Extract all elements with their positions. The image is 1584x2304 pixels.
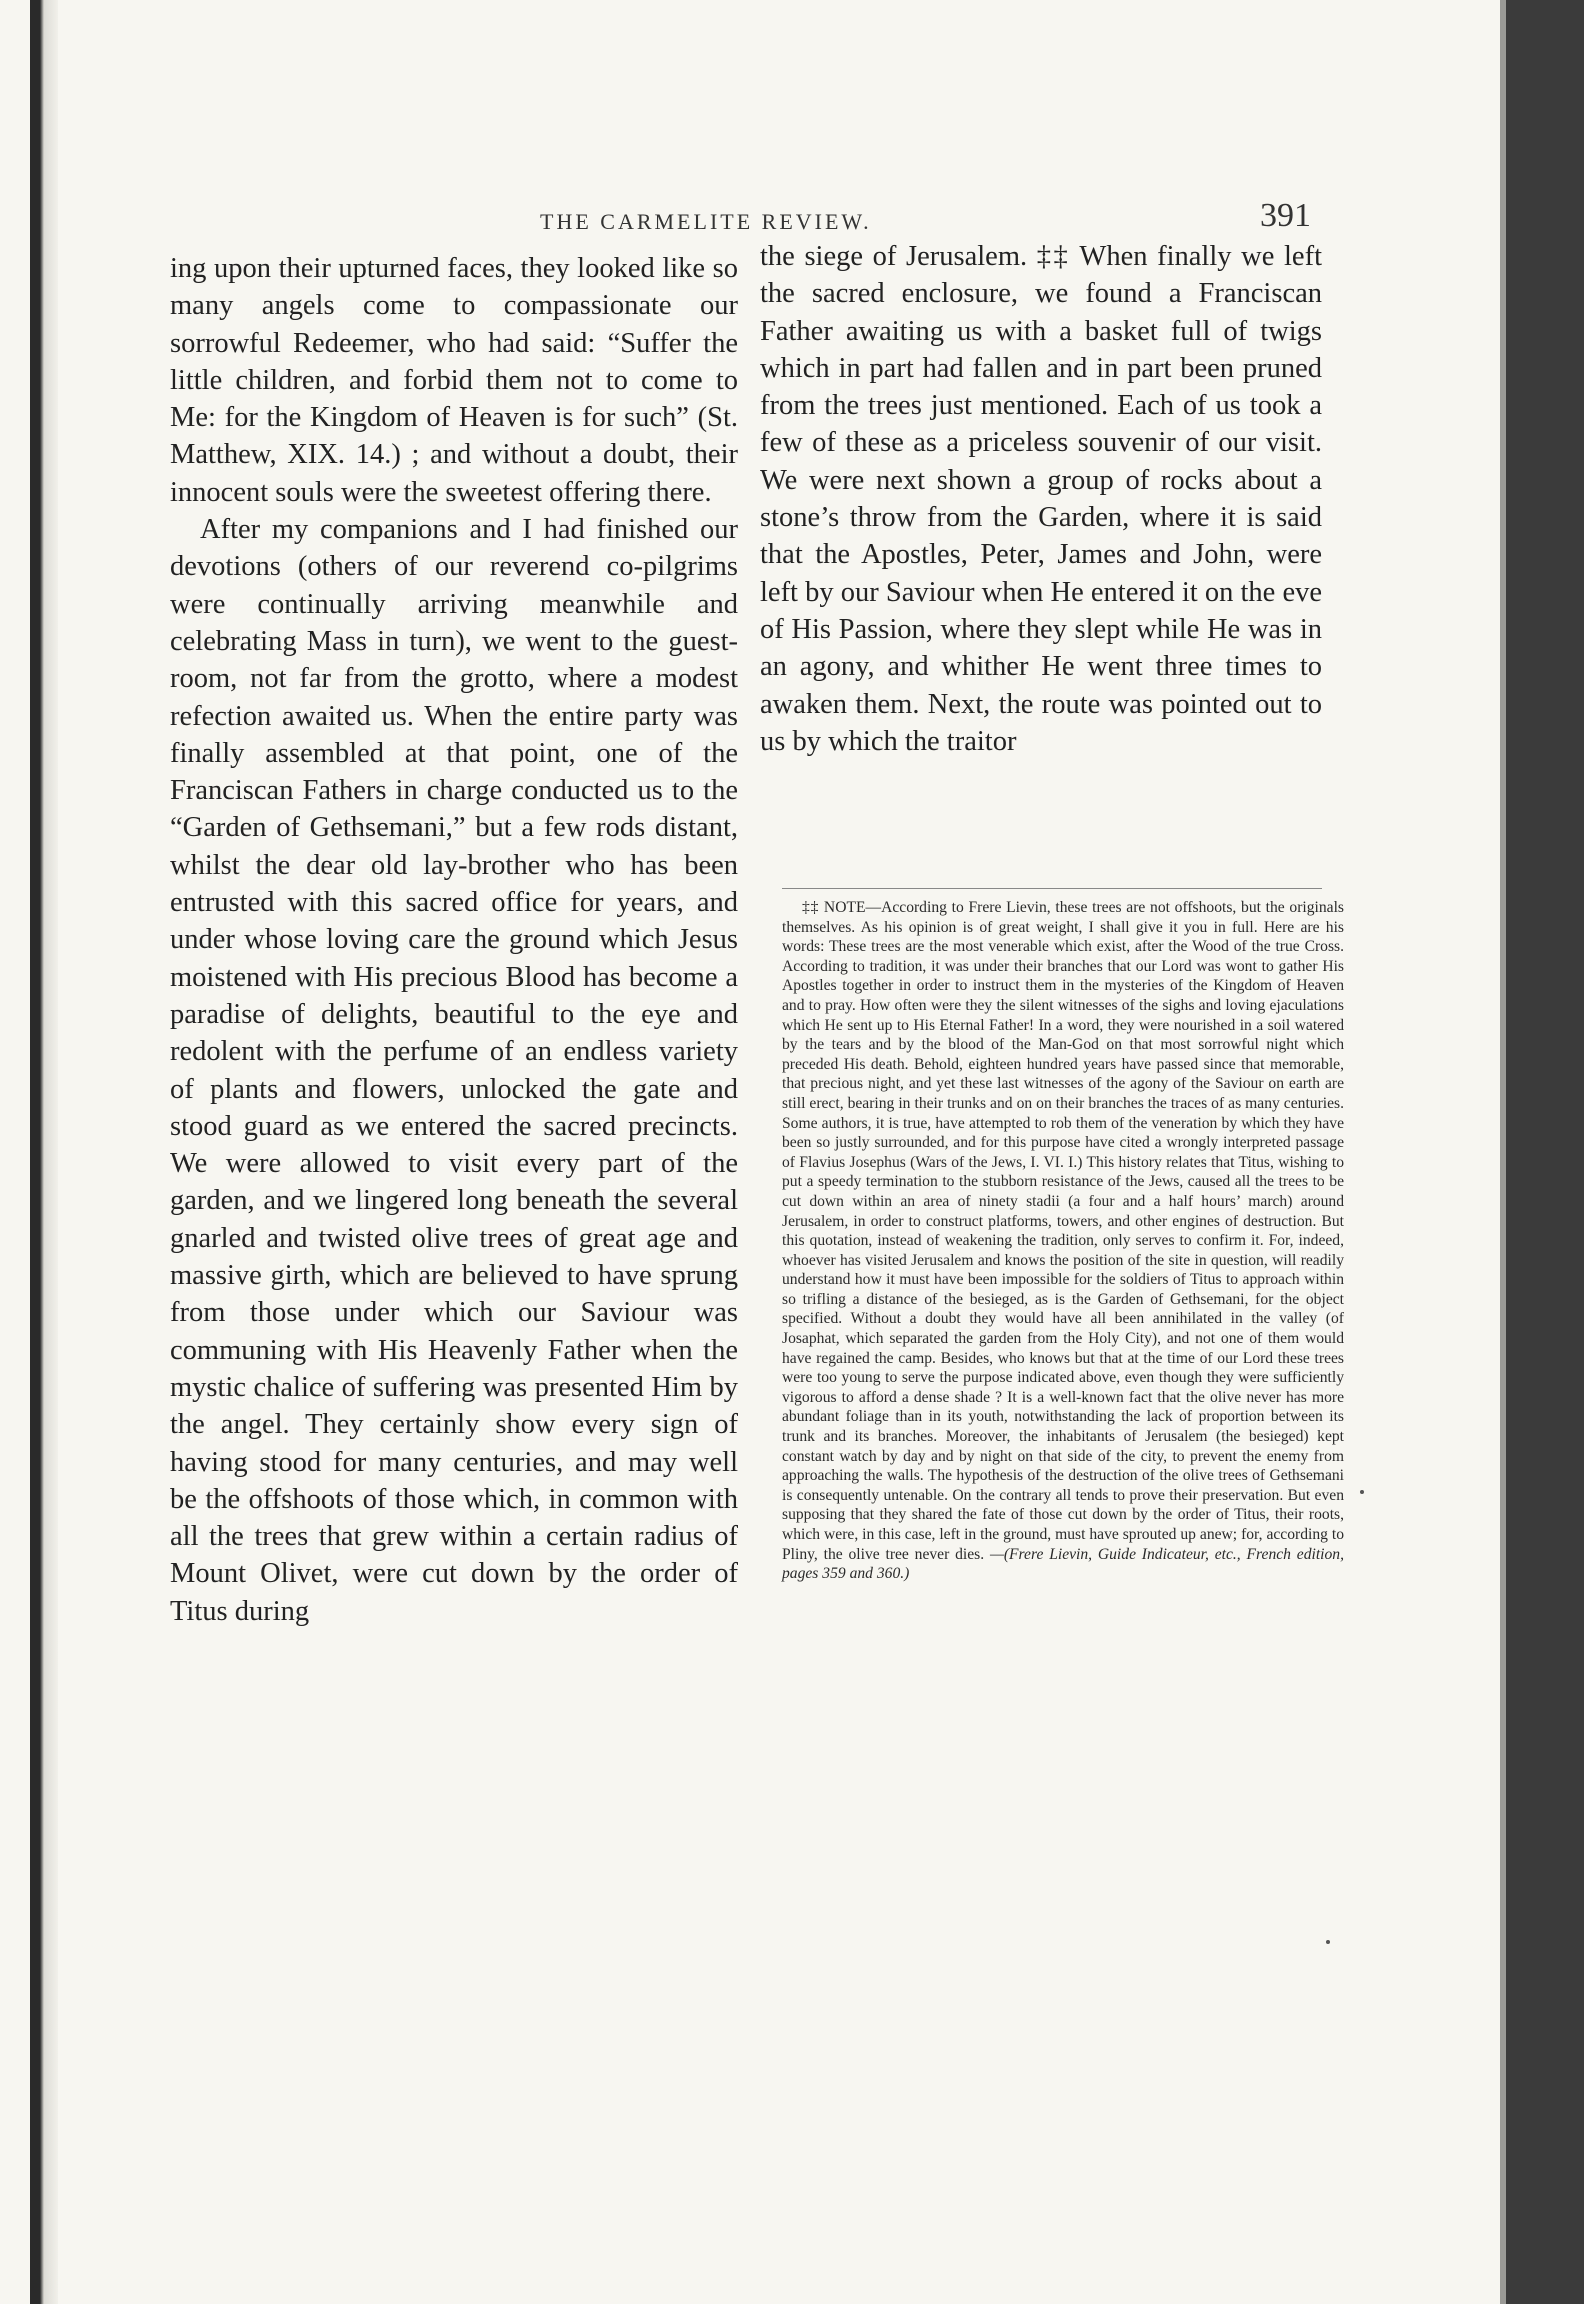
footnote-divider [782, 888, 1322, 889]
left-paragraph-1: ing upon their upturned faces, they looked like so many angels come to compassionate our sorrowful Redeemer, who had said: “Suffer the little children, and forbid them not to come to Me: for the Kingdom of Heaven is for such” (St. Matthew, XIX. 14.) ; and without a doubt, their innocent souls were the sweetest offering there. [170, 253, 738, 508]
ink-speck [1360, 1490, 1364, 1494]
binding-gutter [30, 0, 58, 2304]
footnote-citation: —(Frere Lievin, Guide Indicateur, etc., French edition, pages 359 and 360.) [782, 1545, 1344, 1583]
left-paragraph-2: After my companions and I had finished our devotions (others of our reverend co-pilgrims were continually arriving meanwhile and celebrating Mass in turn), we went to the guest-room, not far from the grotto, where a modest refection awaited us. When the entire party was finally assembled at that point, one of the Franciscan Fathers in charge conducted us to the “Garden of Gethsemani,” but a few rods distant, whilst the dear old lay-brother who has been entrusted with this sacred office for years, and under whose loving care the ground which Jesus moistened with His precious Blood has become a paradise of delights, beautiful to the eye and redolent with the perfume of an endless variety of plants and flowers, unlocked the gate and stood guard as we entered the sacred precincts. We were allowed to visit every part of the garden, and we lingered long beneath the several gnarled and twisted olive trees of great age and massive girth, which are believed to have sprung from those under which our Saviour was communing with His Heavenly Father when the mystic chalice of suffering was presented Him by the angel. They certainly show every sign of having stood for many centuries, and may well be the offshoots of those which, in common with all the trees that grew within a certain radius of Mount Olivet, were cut down by the order of Titus during [170, 514, 738, 1627]
footnote [782, 898, 1344, 1584]
left-column [170, 250, 738, 1630]
running-title: THE CARMELITE REVIEW. [540, 209, 872, 234]
right-column [760, 238, 1322, 760]
footnote-text: ‡‡ NOTE—According to Frere Lievin, these trees are not offshoots, but the originals themselves. As his opinion is of great weight, I shall give it you in full. Here are his words: These trees are the most venerable which exist, after the Wood of the true Cross. According to tradition, it was under their branches that our Lord was wont to gather His Apostles together in order to instruct them in the mysteries of the Kingdom of Heaven and to pray. How often were they the silent witnesses of the sighs and loving ejaculations which He sent up to His Eternal Father! In a word, they were nourished in a soil watered by the tears and by the blood of the Man-God on that most sorrowful night which preceded His death. Behold, eighteen hundred years have passed since that memorable, that precious night, and yet these last witnesses of the agony of the Saviour on earth are still erect, bearing in their trunks and on on their branches the traces of as many centuries. Some authors, it is true, have attempted to rob them of the veneration by which they have been so justly surrounded, and for this purpose have cited a wrongly interpreted passage of Flavius Josephus (Wars of the Jews, I. VI. I.) This history relates that Titus, wishing to put a speedy termination to the stubborn resistance of the Jews, caused all the trees to be cut down within an area of ninety stadii (a four and a half hours’ march) around Jerusalem, in order to construct platforms, towers, and other engines of destruction. But this quotation, instead of weakening the tradition, only serves to confirm it. For, indeed, whoever has visited Jerusalem and knows the position of the site in question, will readily understand how it must have been impossible for the soldiers of Titus to approach within so trifling a distance of the besieged, as is the Garden of Gethsemani, for the object specified. Without a doubt they would have all been annihilated in the valley (of Josaphat, which separated the garden from the Holy City), and not one of them would have regained the camp. Besides, who knows but that at the time of our Lord these trees were too young to serve the purpose indicated above, even though they were sufficiently vigorous to afford a dense shade ? It is a well-known fact that the olive never has more abundant foliage than in its youth, notwithstanding the lack of proportion between its trunk and its branches. Moreover, the inhabitants of Jerusalem (the besieged) kept constant watch by day and by night on that side of the city, to prevent the enemy from approaching the walls. The hypothesis of the destruction of the olive trees of Gethsemani is consequently untenable. On the contrary all tends to prove their preservation. But even supposing that they shared the fate of those cut down by the order of Titus, their roots, which were, in this case, left in the ground, must have sprouted up anew; for, according to Pliny, the olive tree never dies. [782, 899, 1344, 1563]
page-number: 391 [1260, 197, 1311, 234]
document-page [30, 0, 1500, 2304]
scan-edge-bar [1500, 0, 1584, 2304]
ink-speck [1326, 1940, 1330, 1944]
right-paragraph: the siege of Jerusalem. ‡‡ When finally we left the sacred enclosure, we found a Franciscan Father awaiting us with a basket full of twigs which in part had fallen and in part been pruned from the trees just mentioned. Each of us took a few of these as a priceless souvenir of our visit. We were next shown a group of rocks about a stone’s throw from the Garden, where it is said that the Apostles, Peter, James and John, were left by our Saviour when He entered it on the eve of His Passion, where they slept while He was in an agony, and whither He went three times to awaken them. Next, the route was pointed out to us by which the traitor [760, 241, 1322, 757]
